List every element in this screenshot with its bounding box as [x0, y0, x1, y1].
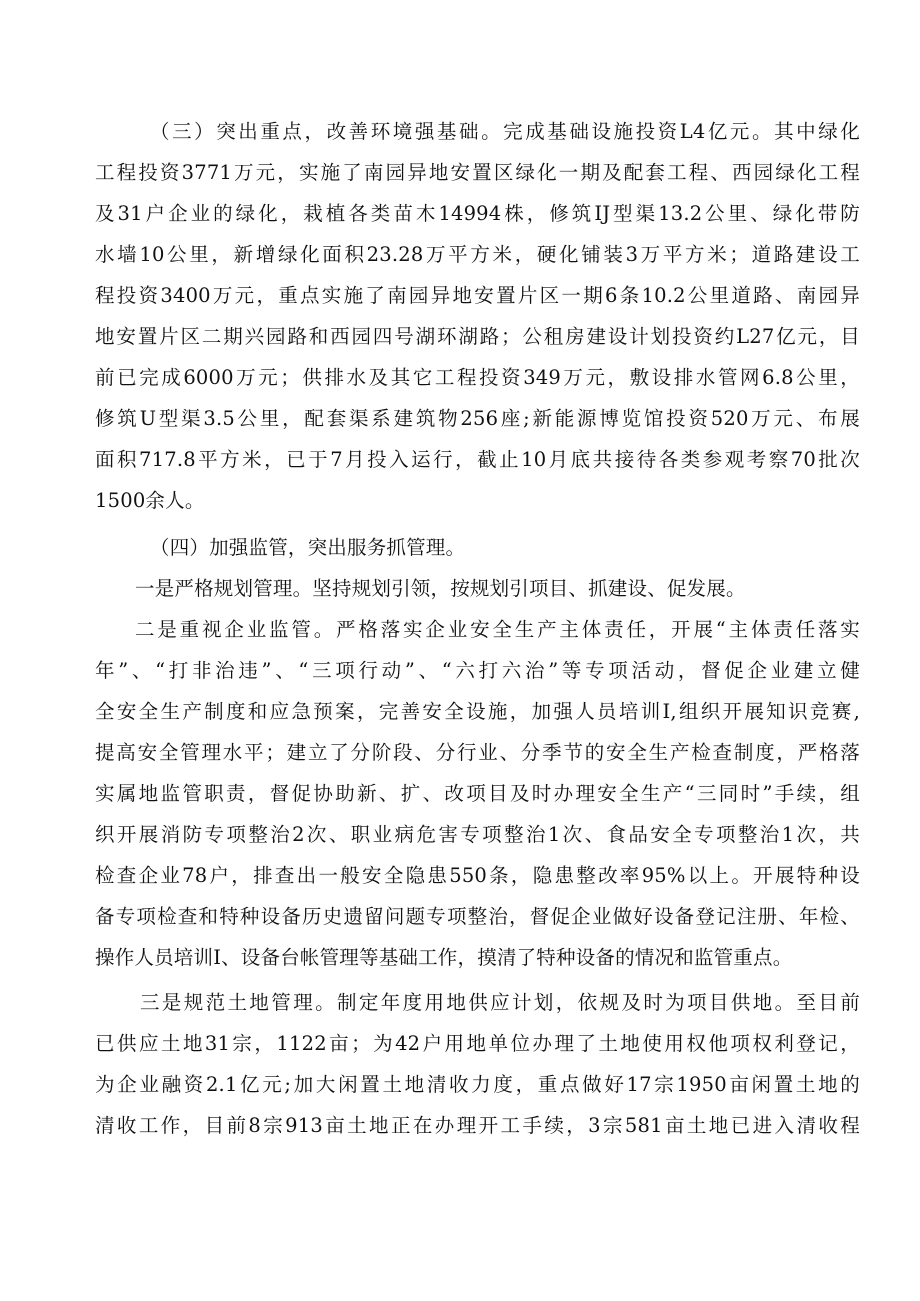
paragraph-3-line-2: 工程投资3771万元，实施了南园异地安置区绿化一期及配套工程、西园绿化工程	[95, 161, 860, 184]
paragraph-3-line-9: 面积717.8平方米，已于7月投入运行，截止10月底共接待各类参观考察70批次	[95, 448, 860, 471]
paragraph-3-line-3: 及31户企业的绿化，栽植各类苗木14994株，修筑IJ型渠13.2公里、绿化带防	[95, 202, 860, 225]
paragraph-3-line-6: 地安置片区二期兴园路和西园四号湖环湖路；公租房建设计划投资约L27亿元，目	[95, 325, 860, 348]
item-2-line-2: 年”、“打非治违”、“三项行动”、“六打六治”等专项活动，督促企业建立健	[95, 659, 860, 682]
paragraph-3-line-1: （三）突出重点，改善环境强基础。完成基础设施投资L4亿元。其中绿化	[150, 120, 860, 143]
item-3-line-3: 为企业融资2.1亿元;加大闲置土地清收力度，重点做好17宗1950亩闲置土地的	[95, 1073, 860, 1096]
item-2-line-1: 二是重视企业监管。严格落实企业安全生产主体责任，开展“主体责任落实	[135, 618, 860, 641]
paragraph-3-line-7: 前已完成6000万元；供排水及其它工程投资349万元，敷设排水管网6.8公里，	[95, 366, 860, 389]
item-2-line-6: 织开展消防专项整治2次、职业病危害专项整治1次、食品安全专项整治1次，共	[95, 823, 860, 846]
paragraph-3-line-10: 1500余人。	[95, 489, 205, 512]
paragraph-3-line-4: 水墙10公里，新增绿化面积23.28万平方米，硬化铺装3万平方米；道路建设工	[95, 243, 860, 266]
item-2-line-4: 提高安全管理水平；建立了分阶段、分行业、分季节的安全生产检查制度，严格落	[95, 741, 860, 764]
item-3-line-1: 三是规范土地管理。制定年度用地供应计划，依规及时为项目供地。至目前	[140, 991, 860, 1014]
paragraph-3-line-8: 修筑U型渠3.5公里，配套渠系建筑物256座;新能源博览馆投资520万元、布展	[95, 407, 860, 430]
item-2-line-5: 实属地监管职责，督促协助新、扩、改项目及时办理安全生产“三同时”手续，组	[95, 782, 860, 805]
item-2-line-8: 备专项检查和特种设备历史遗留问题专项整治，督促企业做好设备登记注册、年检、	[95, 905, 860, 928]
item-2-line-9: 操作人员培训I、设备台帐管理等基础工作，摸清了特种设备的情况和监管重点。	[95, 946, 793, 969]
paragraph-3-line-5: 程投资3400万元，重点实施了南园异地安置片区一期6条10.2公里道路、南园异	[95, 284, 860, 307]
item-2-line-7: 检查企业78户，排查出一般安全隐患550条，隐患整改率95%以上。开展特种设	[95, 864, 860, 887]
item-3-line-2: 已供应土地31宗，1122亩；为42户用地单位办理了土地使用权他项权利登记，	[95, 1032, 860, 1055]
item-2-line-3: 全安全生产制度和应急预案，完善安全设施，加强人员培训I,组织开展知识竞赛,	[95, 700, 860, 723]
item-3-line-4: 清收工作，目前8宗913亩土地正在办理开工手续，3宗581亩土地已进入清收程	[95, 1114, 860, 1137]
section-4-heading: （四）加强监管，突出服务抓管理。	[150, 536, 466, 559]
item-1-planning: 一是严格规划管理。坚持规划引领，按规划引项目、抓建设、促发展。	[135, 577, 746, 600]
